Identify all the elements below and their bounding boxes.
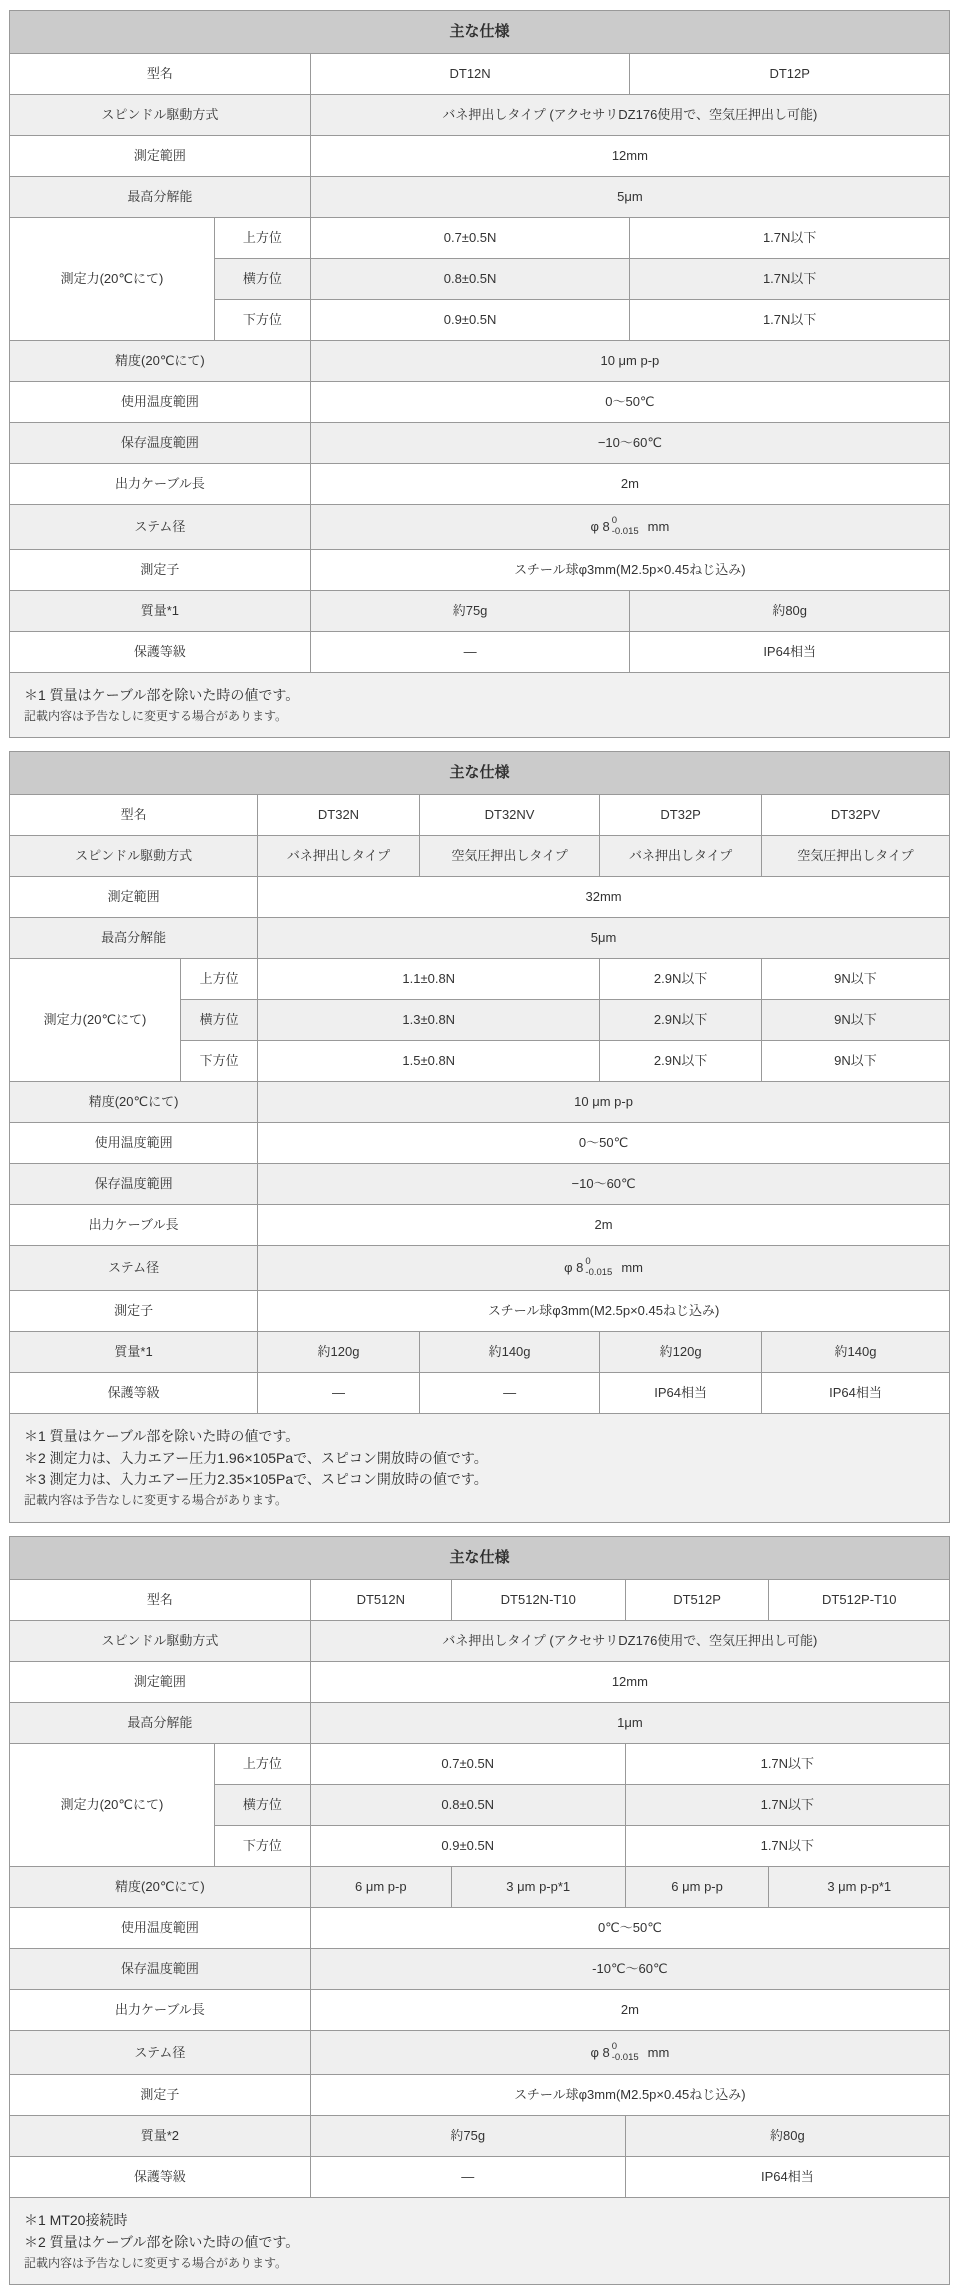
- spec-value-cell: バネ押出しタイプ: [258, 836, 420, 877]
- spec-value-cell: 1.7N以下: [625, 1784, 949, 1825]
- spec-row: [10, 795, 950, 836]
- note-line: ＊2 質量はケーブル部を除いた時の値です。: [24, 2234, 300, 2251]
- spec-value-cell: ―: [419, 1372, 599, 1413]
- spec-row: [10, 2075, 950, 2116]
- spec-row-label: 精度(20℃にて): [10, 1082, 258, 1123]
- spec-value-cell: 0〜50℃: [310, 382, 949, 423]
- spec-row-label: スピンドル駆動方式: [10, 95, 311, 136]
- spec-value-cell: 約140g: [419, 1331, 599, 1372]
- spec-group-label: 測定力(20℃にて): [10, 218, 215, 341]
- spec-table-dt512: [9, 1536, 950, 2286]
- spec-value-cell: スチール球φ3mm(M2.5p×0.45ねじ込み): [258, 1290, 950, 1331]
- spec-value-cell: 0.9±0.5N: [310, 300, 630, 341]
- spec-row: [10, 1989, 950, 2030]
- spec-value-cell: DT32NV: [419, 795, 599, 836]
- spec-row: [10, 1331, 950, 1372]
- spec-value-cell: 0〜50℃: [258, 1123, 950, 1164]
- stem-diameter-value: [310, 505, 949, 550]
- spec-value-cell: DT512P: [625, 1579, 769, 1620]
- spec-value-cell: 空気圧押出しタイプ: [419, 836, 599, 877]
- stem-tolerance-upper: 0: [611, 515, 618, 526]
- spec-value-cell: 2.9N以下: [600, 1041, 762, 1082]
- spec-row: [10, 918, 950, 959]
- spec-group-label: 測定力(20℃にて): [10, 1743, 215, 1866]
- spec-value-cell: 12mm: [310, 136, 949, 177]
- spec-value-cell: 空気圧押出しタイプ: [761, 836, 949, 877]
- spec-row: [10, 1290, 950, 1331]
- spec-sub-row-label: 上方位: [214, 1743, 310, 1784]
- spec-value-cell: 12mm: [310, 1661, 949, 1702]
- stem-unit: mm: [647, 2044, 670, 2060]
- stem-phi: φ 8: [590, 2044, 610, 2060]
- spec-row: [10, 1164, 950, 1205]
- spec-row: [10, 54, 950, 95]
- spec-table-dt32: [9, 751, 950, 1523]
- spec-row: [10, 423, 950, 464]
- spec-row-label: スピンドル駆動方式: [10, 1620, 311, 1661]
- spec-value-cell: 1μm: [310, 1702, 949, 1743]
- spec-row-label: 精度(20℃にて): [10, 1866, 311, 1907]
- spec-value-cell: 1.1±0.8N: [258, 959, 600, 1000]
- spec-value-cell: DT512N: [310, 1579, 451, 1620]
- spec-value-cell: 約120g: [258, 1331, 420, 1372]
- spec-value-cell: ―: [258, 1372, 420, 1413]
- spec-row: [10, 464, 950, 505]
- spec-row-label: 保護等級: [10, 2157, 311, 2198]
- spec-row-label: 横方位: [181, 1000, 258, 1041]
- spec-row: [10, 1246, 950, 1291]
- spec-row-label: 測定範囲: [10, 136, 311, 177]
- spec-row-label: 出力ケーブル長: [10, 1989, 311, 2030]
- spec-row: [10, 95, 950, 136]
- spec-value-cell: 1.7N以下: [625, 1825, 949, 1866]
- spec-row: [10, 959, 950, 1000]
- note-line: ＊3 測定力は、入力エアー圧力2.35×105Paで、スピコン開放時の値です。: [24, 1471, 488, 1488]
- spec-value-cell: 0.7±0.5N: [310, 1743, 625, 1784]
- spec-notes: [10, 1413, 950, 1522]
- spec-notes: [10, 2198, 950, 2285]
- spec-table-title: 主な仕様: [10, 1536, 950, 1579]
- spec-row-label: 下方位: [214, 1825, 310, 1866]
- spec-row-label: 保護等級: [10, 1372, 258, 1413]
- spec-row: [10, 505, 950, 550]
- spec-value-cell: 2m: [310, 1989, 949, 2030]
- spec-value-cell: 約80g: [625, 2116, 949, 2157]
- spec-value-cell: スチール球φ3mm(M2.5p×0.45ねじ込み): [310, 2075, 949, 2116]
- stem-diameter-notation: [564, 1257, 643, 1279]
- spec-row: [10, 382, 950, 423]
- spec-table-dt12: [9, 10, 950, 738]
- spec-row: [10, 177, 950, 218]
- spec-value-cell: バネ押出しタイプ (アクセサリDZ176使用で、空気圧押出し可能): [310, 1620, 949, 1661]
- spec-value-cell: バネ押出しタイプ: [600, 836, 762, 877]
- spec-row: [10, 2030, 950, 2075]
- spec-row: [10, 2157, 950, 2198]
- spec-row: [10, 877, 950, 918]
- spec-row-label: 使用温度範囲: [10, 1907, 311, 1948]
- spec-value-cell: 9N以下: [761, 1041, 949, 1082]
- spec-row: [10, 136, 950, 177]
- spec-row-label: ステム径: [10, 505, 311, 550]
- spec-row-label: 出力ケーブル長: [10, 464, 311, 505]
- spec-value-cell: 0.7±0.5N: [310, 218, 630, 259]
- spec-value-cell: DT512N-T10: [451, 1579, 625, 1620]
- spec-row: [10, 1123, 950, 1164]
- spec-value-cell: IP64相当: [630, 631, 950, 672]
- spec-value-cell: 3 μm p-p*1: [769, 1866, 950, 1907]
- spec-row-label: 出力ケーブル長: [10, 1205, 258, 1246]
- spec-value-cell: DT12P: [630, 54, 950, 95]
- spec-row: [10, 1205, 950, 1246]
- spec-value-cell: −10〜60℃: [258, 1164, 950, 1205]
- spec-row: [10, 590, 950, 631]
- spec-value-cell: 約120g: [600, 1331, 762, 1372]
- stem-tolerance-upper: 0: [585, 1256, 591, 1268]
- note-line: ＊1 MT20接続時: [24, 2212, 128, 2229]
- stem-unit: mm: [621, 1260, 644, 1276]
- spec-value-cell: 9N以下: [761, 1000, 949, 1041]
- spec-value-cell: 1.7N以下: [630, 300, 950, 341]
- spec-row-label: 横方位: [214, 259, 310, 300]
- stem-tolerance: [612, 2042, 639, 2064]
- spec-row: [10, 1579, 950, 1620]
- spec-row-label: 型名: [10, 54, 311, 95]
- spec-row: [10, 218, 950, 259]
- spec-row-label: 横方位: [214, 1784, 310, 1825]
- spec-row-label: 質量*1: [10, 1331, 258, 1372]
- spec-row-label: 質量*1: [10, 590, 311, 631]
- spec-value-cell: IP64相当: [761, 1372, 949, 1413]
- spec-row-label: 型名: [10, 795, 258, 836]
- spec-value-cell: 10 μm p-p: [310, 341, 949, 382]
- spec-value-cell: 1.3±0.8N: [258, 1000, 600, 1041]
- stem-phi: φ 8: [564, 1260, 584, 1276]
- spec-row-label: 保存温度範囲: [10, 1164, 258, 1205]
- spec-row-label: 型名: [10, 1579, 311, 1620]
- spec-row-label: 保存温度範囲: [10, 423, 311, 464]
- spec-value-cell: IP64相当: [600, 1372, 762, 1413]
- spec-value-cell: DT32PV: [761, 795, 949, 836]
- spec-row-label: 精度(20℃にて): [10, 341, 311, 382]
- spec-row: [10, 1866, 950, 1907]
- spec-table-title: 主な仕様: [10, 752, 950, 795]
- spec-value-cell: 6 μm p-p: [625, 1866, 769, 1907]
- spec-row: [10, 549, 950, 590]
- spec-row-label: 測定子: [10, 2075, 311, 2116]
- spec-value-cell: 2.9N以下: [600, 959, 762, 1000]
- spec-row: [10, 1743, 950, 1784]
- spec-value-cell: 0℃〜50℃: [310, 1907, 949, 1948]
- spec-sub-row-label: 上方位: [214, 218, 310, 259]
- stem-phi: φ 8: [590, 518, 610, 534]
- spec-value-cell: 9N以下: [761, 959, 949, 1000]
- spec-value-cell: 0.8±0.5N: [310, 259, 630, 300]
- spec-value-cell: 10 μm p-p: [258, 1082, 950, 1123]
- spec-table-title: 主な仕様: [10, 11, 950, 54]
- spec-row: [10, 1372, 950, 1413]
- note-line: 記載内容は予告なしに変更する場合があります。: [24, 1493, 288, 1508]
- spec-row-label: 測定子: [10, 1290, 258, 1331]
- spec-value-cell: 1.7N以下: [630, 259, 950, 300]
- spec-value-cell: IP64相当: [625, 2157, 949, 2198]
- spec-row: [10, 1082, 950, 1123]
- spec-value-cell: 1.5±0.8N: [258, 1041, 600, 1082]
- note-line: ＊1 質量はケーブル部を除いた時の値です。: [24, 686, 300, 703]
- spec-row-label: 最高分解能: [10, 177, 311, 218]
- spec-value-cell: 2m: [258, 1205, 950, 1246]
- stem-diameter-notation: [590, 2042, 669, 2064]
- spec-value-cell: 32mm: [258, 877, 950, 918]
- spec-row: [10, 2116, 950, 2157]
- spec-value-cell: 1.7N以下: [625, 1743, 949, 1784]
- spec-row: [10, 631, 950, 672]
- stem-diameter-notation: [590, 516, 669, 538]
- note-line: 記載内容は予告なしに変更する場合があります。: [24, 2255, 288, 2270]
- spec-row-label: 下方位: [181, 1041, 258, 1082]
- spec-value-cell: 約80g: [630, 590, 950, 631]
- spec-notes: [10, 672, 950, 737]
- spec-row-label: スピンドル駆動方式: [10, 836, 258, 877]
- spec-row-label: 保護等級: [10, 631, 311, 672]
- spec-row-label: 最高分解能: [10, 918, 258, 959]
- spec-value-cell: 約140g: [761, 1331, 949, 1372]
- spec-value-cell: 1.7N以下: [630, 218, 950, 259]
- spec-sub-row-label: 上方位: [181, 959, 258, 1000]
- stem-tolerance: [585, 1257, 612, 1279]
- spec-value-cell: 3 μm p-p*1: [451, 1866, 625, 1907]
- spec-value-cell: バネ押出しタイプ (アクセサリDZ176使用で、空気圧押出し可能): [310, 95, 949, 136]
- spec-row-label: 使用温度範囲: [10, 382, 311, 423]
- spec-value-cell: ―: [310, 631, 630, 672]
- spec-value-cell: 5μm: [310, 177, 949, 218]
- spec-row-label: 保存温度範囲: [10, 1948, 311, 1989]
- spec-row: [10, 1661, 950, 1702]
- spec-value-cell: スチール球φ3mm(M2.5p×0.45ねじ込み): [310, 549, 949, 590]
- spec-value-cell: DT32N: [258, 795, 420, 836]
- spec-value-cell: 0.8±0.5N: [310, 1784, 625, 1825]
- spec-row-label: 測定範囲: [10, 1661, 311, 1702]
- spec-value-cell: DT512P-T10: [769, 1579, 950, 1620]
- spec-row-label: ステム径: [10, 1246, 258, 1291]
- spec-row-label: 測定子: [10, 549, 311, 590]
- spec-value-cell: 約75g: [310, 2116, 625, 2157]
- spec-row: [10, 1948, 950, 1989]
- spec-value-cell: 6 μm p-p: [310, 1866, 451, 1907]
- stem-tolerance-lower: -0.015: [611, 525, 639, 537]
- spec-row: [10, 1907, 950, 1948]
- spec-group-label: 測定力(20℃にて): [10, 959, 181, 1082]
- note-line: 記載内容は予告なしに変更する場合があります。: [24, 708, 288, 723]
- spec-page: [9, 10, 950, 2285]
- stem-diameter-value: [258, 1246, 950, 1291]
- note-line: ＊2 測定力は、入力エアー圧力1.96×105Paで、スピコン開放時の値です。: [24, 1449, 488, 1466]
- spec-value-cell: −10〜60℃: [310, 423, 949, 464]
- stem-diameter-value: [310, 2030, 949, 2075]
- spec-row: [10, 1620, 950, 1661]
- spec-row-label: 質量*2: [10, 2116, 311, 2157]
- spec-row: [10, 1702, 950, 1743]
- spec-value-cell: DT32P: [600, 795, 762, 836]
- spec-row: [10, 836, 950, 877]
- spec-value-cell: DT12N: [310, 54, 630, 95]
- spec-row: [10, 341, 950, 382]
- stem-tolerance-lower: -0.015: [585, 1267, 613, 1279]
- stem-unit: mm: [647, 518, 670, 534]
- spec-row-label: 使用温度範囲: [10, 1123, 258, 1164]
- spec-value-cell: 2m: [310, 464, 949, 505]
- spec-row-label: ステム径: [10, 2030, 311, 2075]
- spec-row-label: 下方位: [214, 300, 310, 341]
- spec-row-label: 最高分解能: [10, 1702, 311, 1743]
- spec-value-cell: 5μm: [258, 918, 950, 959]
- stem-tolerance: [612, 516, 639, 538]
- spec-value-cell: 2.9N以下: [600, 1000, 762, 1041]
- spec-value-cell: -10℃〜60℃: [310, 1948, 949, 1989]
- spec-value-cell: 約75g: [310, 590, 630, 631]
- note-line: ＊1 質量はケーブル部を除いた時の値です。: [24, 1427, 300, 1444]
- spec-row-label: 測定範囲: [10, 877, 258, 918]
- spec-value-cell: 0.9±0.5N: [310, 1825, 625, 1866]
- stem-tolerance-lower: -0.015: [611, 2051, 639, 2063]
- stem-tolerance-upper: 0: [611, 2040, 618, 2052]
- spec-value-cell: ―: [310, 2157, 625, 2198]
